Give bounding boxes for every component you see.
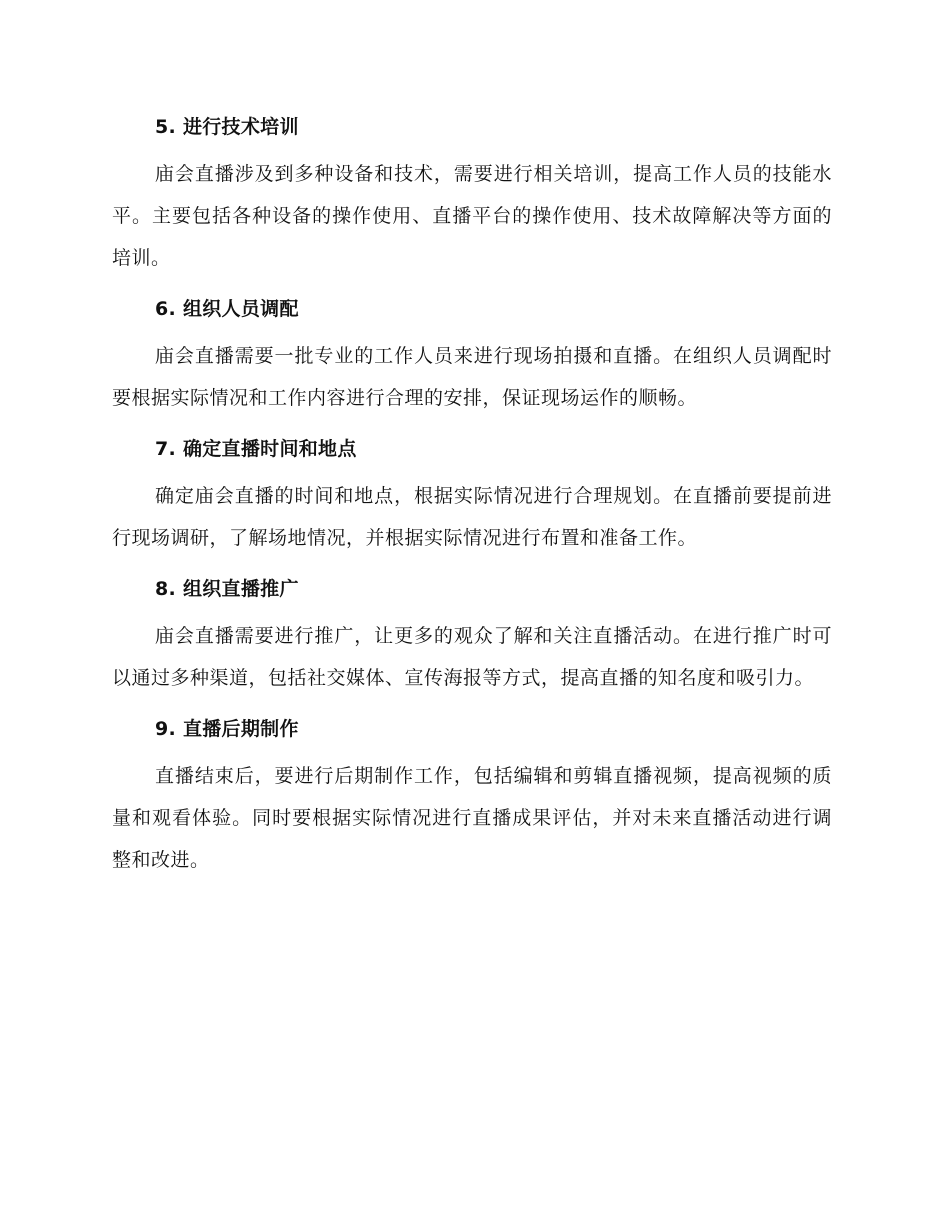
section-heading: 5. 进行技术培训 (155, 116, 299, 138)
section-heading: 7. 确定直播时间和地点 (155, 438, 357, 460)
section-9 (112, 709, 832, 881)
section-paragraph: 确定庙会直播的时间和地点，根据实际情况进行合理规划。在直播前要提前进行现场调研，了解场地情况，并根据实际情况进行布置和准备工作。 (112, 485, 832, 549)
section-paragraph: 庙会直播涉及到多种设备和技术，需要进行相关培训，提高工作人员的技能水平。主要包括各种设备的操作使用、直播平台的操作使用、技术故障解决等方面的培训。 (112, 163, 832, 269)
section-paragraph: 直播结束后，要进行后期制作工作，包括编辑和剪辑直播视频，提高视频的质量和观看体验。同时要根据实际情况进行直播成果评估，并对未来直播活动进行调整和改进。 (112, 765, 832, 871)
section-8 (112, 569, 832, 699)
section-7 (112, 429, 832, 559)
section-heading: 8. 组织直播推广 (155, 578, 299, 600)
document-page (112, 107, 832, 891)
section-paragraph: 庙会直播需要一批专业的工作人员来进行现场拍摄和直播。在组织人员调配时要根据实际情况和工作内容进行合理的安排，保证现场运作的顺畅。 (112, 345, 832, 409)
section-6 (112, 289, 832, 419)
section-5 (112, 107, 832, 279)
section-heading: 6. 组织人员调配 (155, 298, 299, 320)
section-paragraph: 庙会直播需要进行推广，让更多的观众了解和关注直播活动。在进行推广时可以通过多种渠道，包括社交媒体、宣传海报等方式，提高直播的知名度和吸引力。 (112, 625, 832, 689)
section-heading: 9. 直播后期制作 (155, 718, 299, 740)
